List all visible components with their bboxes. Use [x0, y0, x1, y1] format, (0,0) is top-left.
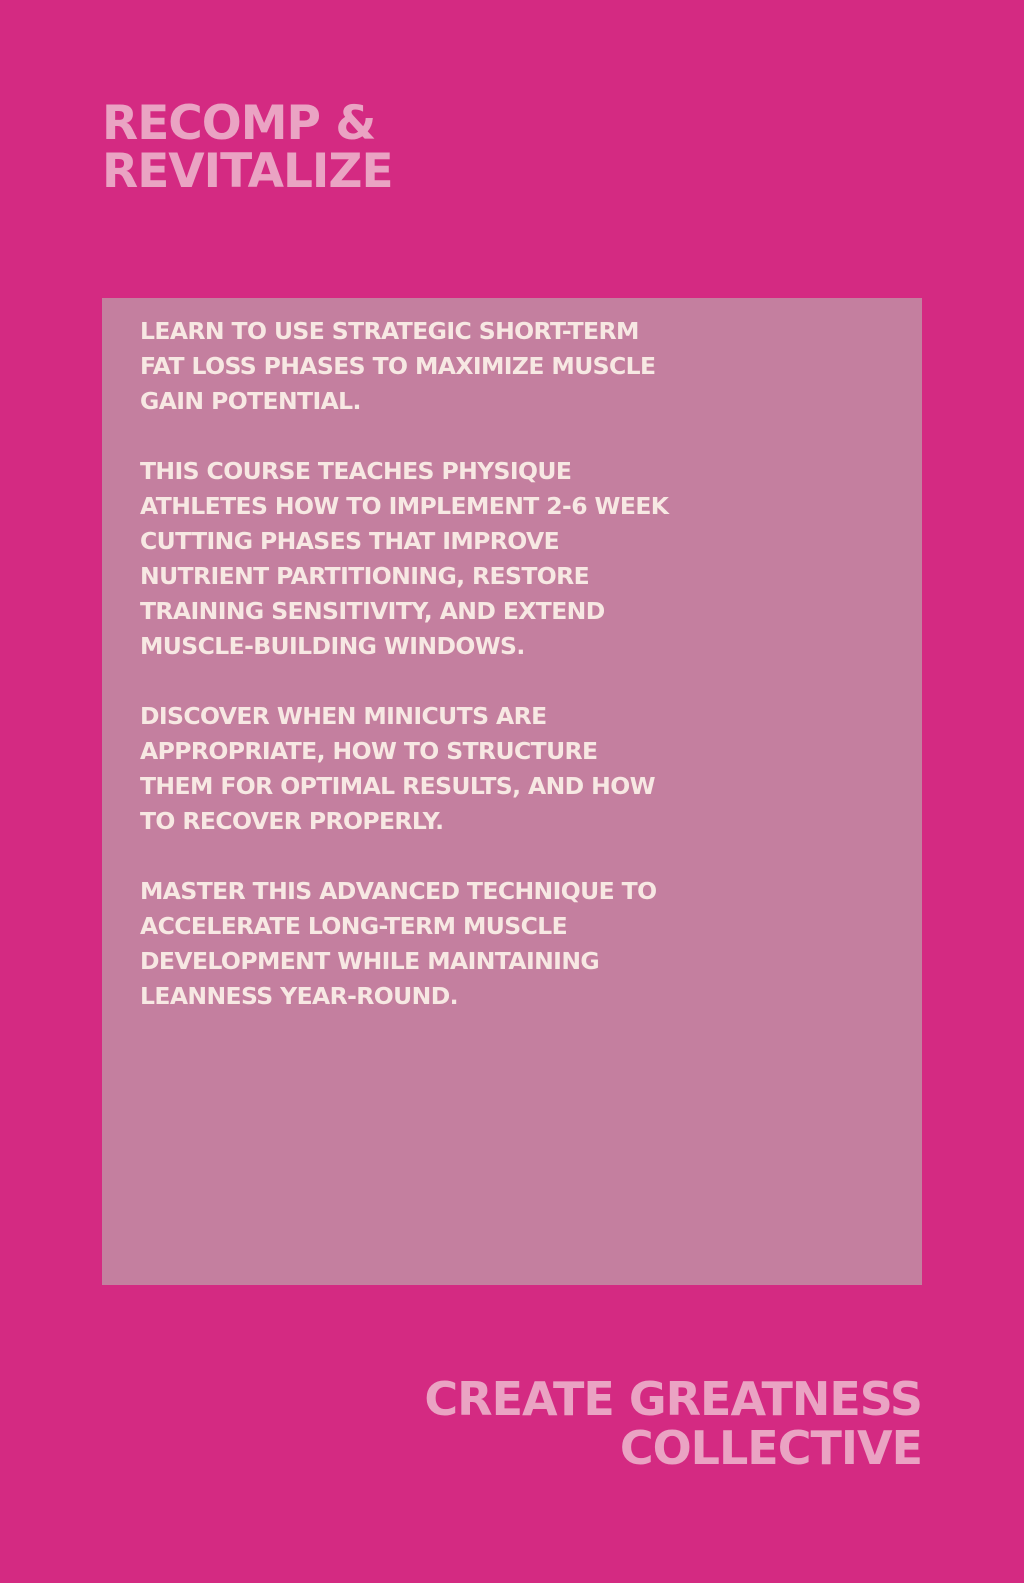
text-line: NUTRIENT PARTITIONING, RESTORE	[140, 562, 590, 590]
brand-name	[424, 1372, 922, 1475]
paragraph-course	[140, 454, 902, 664]
paragraph-discover	[140, 699, 902, 839]
page-title	[102, 96, 393, 199]
text-line: ACCELERATE LONG-TERM MUSCLE	[140, 912, 568, 940]
text-line: DEVELOPMENT WHILE MAINTAINING	[140, 947, 600, 975]
description-panel	[102, 298, 922, 1285]
paragraph-intro	[140, 314, 902, 419]
text-line: THIS COURSE TEACHES PHYSIQUE	[140, 457, 572, 485]
text-line: APPROPRIATE, HOW TO STRUCTURE	[140, 737, 598, 765]
text-line: TRAINING SENSITIVITY, AND EXTEND	[140, 597, 605, 625]
text-line: THEM FOR OPTIMAL RESULTS, AND HOW	[140, 772, 655, 800]
title-line-2: REVITALIZE	[102, 144, 393, 199]
paragraph-master	[140, 874, 902, 1014]
brand-line-1: CREATE GREATNESS	[424, 1372, 922, 1426]
text-line: FAT LOSS PHASES TO MAXIMIZE MUSCLE	[140, 352, 656, 380]
text-line: DISCOVER WHEN MINICUTS ARE	[140, 702, 547, 730]
brand-line-2: COLLECTIVE	[619, 1421, 922, 1475]
title-line-1: RECOMP &	[102, 96, 376, 151]
text-line: CUTTING PHASES THAT IMPROVE	[140, 527, 560, 555]
text-line: TO RECOVER PROPERLY.	[140, 807, 444, 835]
text-line: LEARN TO USE STRATEGIC SHORT-TERM	[140, 317, 639, 345]
text-line: LEANNESS YEAR-ROUND.	[140, 982, 458, 1010]
text-line: GAIN POTENTIAL.	[140, 387, 361, 415]
text-line: ATHLETES HOW TO IMPLEMENT 2-6 WEEK	[140, 492, 669, 520]
text-line: MASTER THIS ADVANCED TECHNIQUE TO	[140, 877, 657, 905]
text-line: MUSCLE-BUILDING WINDOWS.	[140, 632, 525, 660]
